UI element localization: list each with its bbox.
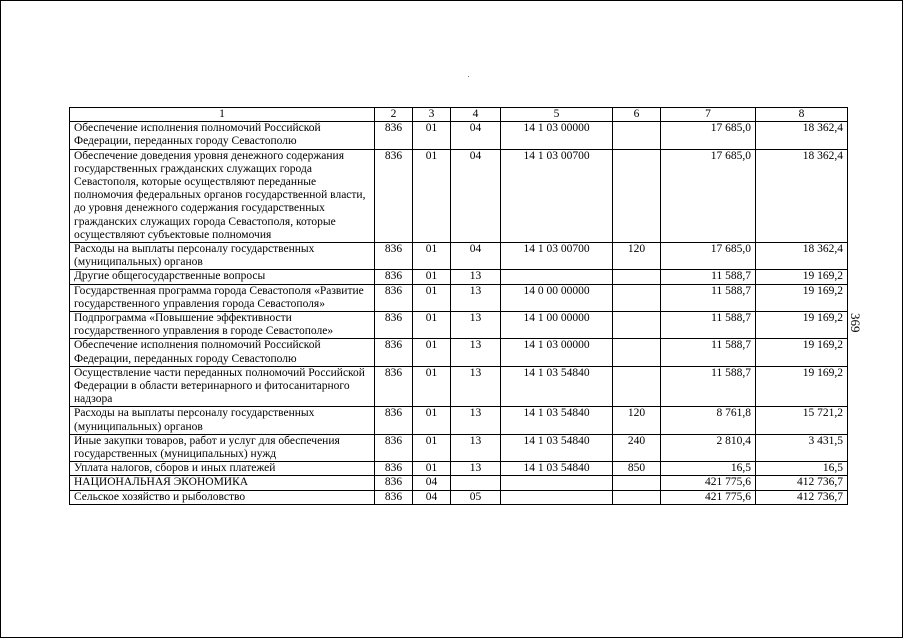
table-row (70, 270, 848, 284)
budget-table (69, 107, 848, 505)
column-header: 7 (661, 108, 756, 122)
section-code-cell: 01 (413, 462, 451, 476)
amount-year1-cell: 2 810,4 (661, 434, 756, 461)
section-code-cell: 04 (413, 490, 451, 504)
amount-year1-cell: 11 588,7 (661, 270, 756, 284)
table-row (70, 476, 848, 490)
target-article-cell (501, 270, 613, 284)
item-name-cell: НАЦИОНАЛЬНАЯ ЭКОНОМИКА (70, 476, 375, 490)
table-row (70, 490, 848, 504)
subsection-code-cell: 04 (451, 243, 501, 270)
scan-speck (468, 76, 469, 77)
section-code-cell: 01 (413, 312, 451, 339)
amount-year2-cell: 412 736,7 (756, 476, 848, 490)
section-code-cell: 01 (413, 149, 451, 242)
item-name-cell: Осуществление части переданных полномочий Российской Федерации в области ветеринарного и фитосанитарного надзора (70, 366, 375, 407)
subsection-code-cell: 13 (451, 270, 501, 284)
amount-year2-cell: 19 169,2 (756, 270, 848, 284)
subsection-code-cell: 04 (451, 122, 501, 149)
expense-type-cell (613, 149, 661, 242)
item-name-cell: Обеспечение доведения уровня денежного содержания государственных гражданских служащих города Севастополя, которые осуществляют переданные полномочия федеральных органов государственной власти, до уровня денежного содержания государственных гражданских служащих города Севастополя, которые осуществляют субъектовые полномочия (70, 149, 375, 242)
ved-code-cell: 836 (375, 284, 413, 311)
amount-year1-cell: 17 685,0 (661, 149, 756, 242)
subsection-code-cell: 13 (451, 339, 501, 366)
amount-year1-cell: 421 775,6 (661, 476, 756, 490)
expense-type-cell (613, 339, 661, 366)
target-article-cell: 14 1 03 00700 (501, 149, 613, 242)
target-article-cell: 14 1 03 54840 (501, 366, 613, 407)
amount-year2-cell: 15 721,2 (756, 407, 848, 434)
target-article-cell: 14 0 00 00000 (501, 284, 613, 311)
amount-year2-cell: 18 362,4 (756, 149, 848, 242)
subsection-code-cell: 13 (451, 462, 501, 476)
subsection-code-cell: 13 (451, 434, 501, 461)
column-header: 5 (501, 108, 613, 122)
section-code-cell: 01 (413, 284, 451, 311)
subsection-code-cell: 13 (451, 366, 501, 407)
target-article-cell: 14 1 03 54840 (501, 434, 613, 461)
amount-year2-cell: 16,5 (756, 462, 848, 476)
expense-type-cell (613, 366, 661, 407)
table-row (70, 312, 848, 339)
expense-type-cell (613, 284, 661, 311)
ved-code-cell: 836 (375, 312, 413, 339)
column-header: 2 (375, 108, 413, 122)
item-name-cell: Иные закупки товаров, работ и услуг для обеспечения государственных (муниципальных) нужд (70, 434, 375, 461)
amount-year2-cell: 19 169,2 (756, 312, 848, 339)
amount-year2-cell: 19 169,2 (756, 339, 848, 366)
expense-type-cell (613, 122, 661, 149)
ved-code-cell: 836 (375, 149, 413, 242)
amount-year1-cell: 16,5 (661, 462, 756, 476)
item-name-cell: Государственная программа города Севастополя «Развитие государственного управления города Севастополя» (70, 284, 375, 311)
subsection-code-cell: 05 (451, 490, 501, 504)
subsection-code-cell: 13 (451, 312, 501, 339)
amount-year1-cell: 11 588,7 (661, 312, 756, 339)
column-header: 4 (451, 108, 501, 122)
ved-code-cell: 836 (375, 490, 413, 504)
table-row (70, 284, 848, 311)
amount-year1-cell: 11 588,7 (661, 284, 756, 311)
amount-year1-cell: 17 685,0 (661, 122, 756, 149)
column-header: 6 (613, 108, 661, 122)
item-name-cell: Обеспечение исполнения полномочий Российской Федерации, переданных городу Севастополю (70, 122, 375, 149)
amount-year1-cell: 11 588,7 (661, 339, 756, 366)
item-name-cell: Расходы на выплаты персоналу государственных (муниципальных) органов (70, 243, 375, 270)
target-article-cell (501, 476, 613, 490)
amount-year1-cell: 8 761,8 (661, 407, 756, 434)
target-article-cell: 14 1 03 00000 (501, 339, 613, 366)
table-row (70, 434, 848, 461)
table-row (70, 462, 848, 476)
amount-year2-cell: 18 362,4 (756, 122, 848, 149)
target-article-cell: 14 1 03 54840 (501, 462, 613, 476)
item-name-cell: Уплата налогов, сборов и иных платежей (70, 462, 375, 476)
table-row (70, 366, 848, 407)
ved-code-cell: 836 (375, 434, 413, 461)
page-number: 369 (848, 313, 863, 333)
table-row (70, 407, 848, 434)
amount-year2-cell: 19 169,2 (756, 366, 848, 407)
target-article-cell: 14 1 03 00700 (501, 243, 613, 270)
item-name-cell: Другие общегосударственные вопросы (70, 270, 375, 284)
expense-type-cell: 850 (613, 462, 661, 476)
ved-code-cell: 836 (375, 122, 413, 149)
table-body (70, 122, 848, 505)
item-name-cell: Подпрограмма «Повышение эффективности государственного управления в городе Севастополе» (70, 312, 375, 339)
subsection-code-cell: 13 (451, 407, 501, 434)
expense-type-cell: 120 (613, 407, 661, 434)
target-article-cell: 14 1 00 00000 (501, 312, 613, 339)
item-name-cell: Расходы на выплаты персоналу государственных (муниципальных) органов (70, 407, 375, 434)
section-code-cell: 01 (413, 407, 451, 434)
amount-year2-cell: 19 169,2 (756, 284, 848, 311)
column-header: 8 (756, 108, 848, 122)
target-article-cell: 14 1 03 54840 (501, 407, 613, 434)
section-code-cell: 04 (413, 476, 451, 490)
ved-code-cell: 836 (375, 339, 413, 366)
target-article-cell: 14 1 03 00000 (501, 122, 613, 149)
item-name-cell: Сельское хозяйство и рыболовство (70, 490, 375, 504)
expense-type-cell (613, 490, 661, 504)
section-code-cell: 01 (413, 270, 451, 284)
ved-code-cell: 836 (375, 476, 413, 490)
expense-type-cell (613, 270, 661, 284)
subsection-code-cell: 13 (451, 284, 501, 311)
column-header: 1 (70, 108, 375, 122)
ved-code-cell: 836 (375, 270, 413, 284)
ved-code-cell: 836 (375, 366, 413, 407)
section-code-cell: 01 (413, 434, 451, 461)
table-row (70, 122, 848, 149)
amount-year1-cell: 11 588,7 (661, 366, 756, 407)
header-row (70, 108, 848, 122)
section-code-cell: 01 (413, 122, 451, 149)
section-code-cell: 01 (413, 366, 451, 407)
ved-code-cell: 836 (375, 462, 413, 476)
amount-year1-cell: 17 685,0 (661, 243, 756, 270)
expense-type-cell: 120 (613, 243, 661, 270)
expense-type-cell (613, 312, 661, 339)
ved-code-cell: 836 (375, 407, 413, 434)
subsection-code-cell (451, 476, 501, 490)
section-code-cell: 01 (413, 339, 451, 366)
amount-year1-cell: 421 775,6 (661, 490, 756, 504)
expense-type-cell (613, 476, 661, 490)
amount-year2-cell: 18 362,4 (756, 243, 848, 270)
ved-code-cell: 836 (375, 243, 413, 270)
table-row (70, 339, 848, 366)
amount-year2-cell: 3 431,5 (756, 434, 848, 461)
subsection-code-cell: 04 (451, 149, 501, 242)
target-article-cell (501, 490, 613, 504)
amount-year2-cell: 412 736,7 (756, 490, 848, 504)
section-code-cell: 01 (413, 243, 451, 270)
table-row (70, 243, 848, 270)
column-header: 3 (413, 108, 451, 122)
item-name-cell: Обеспечение исполнения полномочий Российской Федерации, переданных городу Севастополю (70, 339, 375, 366)
expense-type-cell: 240 (613, 434, 661, 461)
table-row (70, 149, 848, 242)
